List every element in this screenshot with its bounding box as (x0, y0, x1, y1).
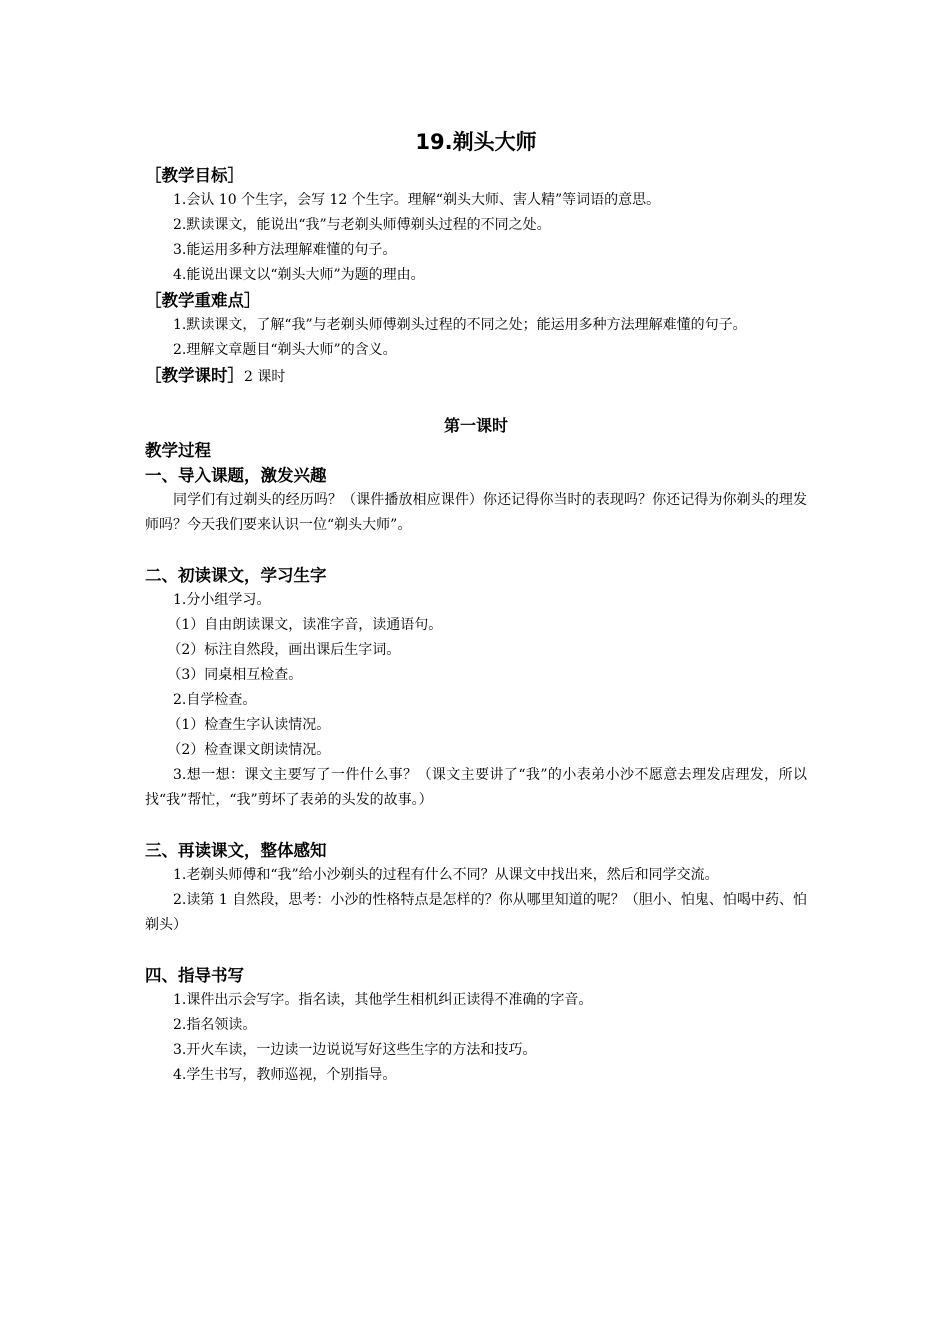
section-heading: 三、再读课文，整体感知 (145, 841, 327, 860)
section-item: （1）自由朗读课文，读准字音，读通语句。 (167, 617, 443, 633)
keypoint-item: 2.理解文章题目“剃头大师”的含义。 (173, 342, 397, 358)
section-item: 2.指名领读。 (173, 1017, 257, 1033)
document-page (145, 124, 807, 1088)
section-heading: 二、初读课文，学习生字 (145, 566, 327, 585)
hours-value: 2 课时 (244, 369, 286, 385)
lesson-heading: 第一课时 (443, 416, 508, 435)
process-heading: 教学过程 (145, 441, 211, 460)
section-heading: 一、导入课题，激发兴趣 (145, 466, 327, 485)
section-item: 3.开火车读，一边读一边说说写好这些生字的方法和技巧。 (173, 1042, 537, 1058)
section-item: 2.自学检查。 (173, 692, 257, 708)
hours-line (145, 363, 807, 388)
goals-heading: ［教学目标］ (145, 166, 244, 185)
goal-item: 4.能说出课文以“剃头大师”为题的理由。 (173, 267, 425, 283)
section-heading: 四、指导书写 (145, 966, 244, 985)
section-item: 同学们有过剃头的经历吗？（课件播放相应课件）你还记得你当时的表现吗？你还记得为你剃头的理发师吗？今天我们要来认识一位“剃头大师”。 (145, 492, 807, 533)
section-item: 1.课件出示会写字。指名读，其他学生相机纠正读得不准确的字音。 (173, 992, 593, 1008)
section-item: 2.读第 1 自然段，思考：小沙的性格特点是怎样的？你从哪里知道的呢？（胆小、怕鬼、怕喝中药、怕剃头） (145, 892, 807, 933)
section-item: 1.分小组学习。 (173, 592, 271, 608)
goal-item: 1.会认 10 个生字，会写 12 个生字。理解“剃头大师、害人精”等词语的意思。 (173, 192, 661, 208)
spacer (145, 938, 807, 963)
keypoints-heading: ［教学重难点］ (145, 291, 261, 310)
spacer (145, 388, 807, 413)
section-item: （3）同桌相互检查。 (167, 667, 303, 683)
spacer (145, 538, 807, 563)
goal-item: 3.能运用多种方法理解难懂的句子。 (173, 242, 397, 258)
section-item: （2）检查课文朗读情况。 (167, 742, 331, 758)
document-title: 19.剃头大师 (415, 130, 537, 154)
goal-item: 2.默读课文，能说出“我”与老剃头师傅剃头过程的不同之处。 (173, 217, 551, 233)
section-item: 3.想一想：课文主要写了一件什么事？（课文主要讲了“我”的小表弟小沙不愿意去理发店理发，所以找“我”帮忙，“我”剪坏了表弟的头发的故事。） (145, 767, 807, 808)
spacer (145, 813, 807, 838)
section-item: （1）检查生字认读情况。 (167, 717, 331, 733)
section-item: （2）标注自然段，画出课后生字词。 (167, 642, 401, 658)
section-item: 1.老剃头师傅和“我”给小沙剃头的过程有什么不同？从课文中找出来，然后和同学交流。 (173, 867, 719, 883)
keypoint-item: 1.默读课文，了解“我”与老剃头师傅剃头过程的不同之处；能运用多种方法理解难懂的句子。 (173, 317, 747, 333)
section-item: 4.学生书写，教师巡视，个别指导。 (173, 1067, 397, 1083)
hours-heading: ［教学课时］ (145, 366, 244, 385)
